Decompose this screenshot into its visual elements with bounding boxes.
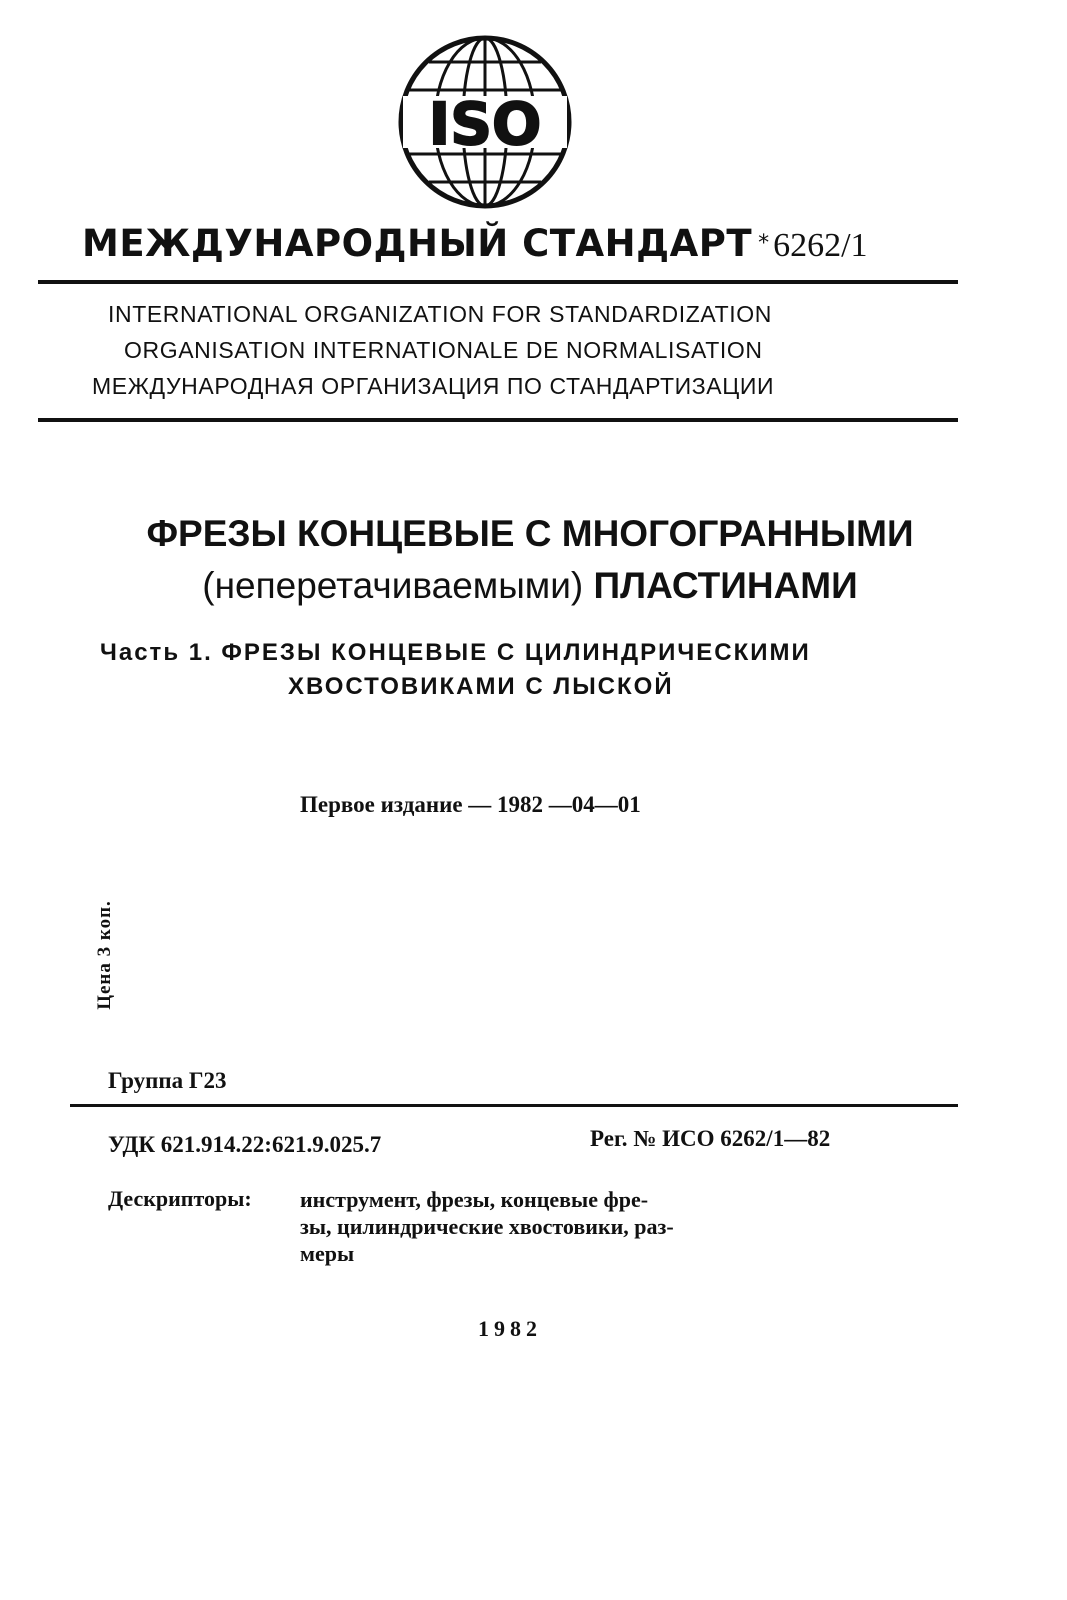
title-line-2-bold: ПЛАСТИНАМИ	[593, 565, 858, 606]
publication-year: 1982	[478, 1316, 542, 1341]
globe-icon	[395, 32, 575, 212]
part-label: Часть 1.	[100, 639, 213, 666]
part-title-2: ХВОСТОВИКАМИ С ЛЫСКОЙ	[288, 673, 674, 700]
descriptors-line: инструмент, фрезы, концевые фре-	[300, 1187, 649, 1212]
title-line-1: ФРЕЗЫ КОНЦЕВЫЕ С МНОГОГРАННЫМИ	[146, 513, 914, 554]
star-mark: *	[758, 231, 770, 256]
document-title	[40, 508, 1020, 612]
price-label: Цена 3 коп.	[94, 900, 115, 1010]
divider-top	[38, 280, 958, 284]
price-box	[90, 880, 120, 1030]
udk-code: УДК 621.914.22:621.9.025.7	[108, 1132, 382, 1157]
org-line-ru: МЕЖДУНАРОДНАЯ ОРГАНИЗАЦИЯ ПО СТАНДАРТИЗАЦИИ	[92, 373, 775, 399]
part-title-1: ФРЕЗЫ КОНЦЕВЫЕ С ЦИЛИНДРИЧЕСКИМИ	[221, 639, 811, 666]
logo-text: ISO	[428, 90, 542, 158]
divider-middle	[38, 418, 958, 422]
iso-logo	[395, 32, 575, 212]
title-line-2	[40, 560, 1020, 612]
organization-names	[40, 296, 958, 404]
descriptors-line: зы, цилиндрические хвостовики, раз-	[300, 1214, 674, 1239]
org-line-en: INTERNATIONAL ORGANIZATION FOR STANDARDIZATION	[108, 301, 772, 327]
descriptors-line: меры	[300, 1241, 355, 1266]
org-line-fr: ORGANISATION INTERNATIONALE DE NORMALISATION	[124, 337, 763, 363]
title-line-2-paren: (неперетачиваемыми)	[202, 565, 584, 606]
descriptors-text	[300, 1186, 800, 1267]
registration-number: Рег. № ИСО 6262/1—82	[590, 1126, 831, 1151]
standard-heading	[82, 222, 962, 270]
group-label: Группа Г23	[108, 1068, 227, 1093]
part-line-1	[100, 636, 930, 670]
part-subtitle	[100, 636, 930, 704]
divider-bottom	[70, 1104, 958, 1107]
edition-date: Первое издание — 1982 —04—01	[300, 792, 641, 817]
standard-number: 6262/1	[773, 227, 868, 264]
standard-title: МЕЖДУНАРОДНЫЙ СТАНДАРТ	[82, 222, 753, 265]
descriptors-label: Дескрипторы:	[108, 1186, 252, 1211]
